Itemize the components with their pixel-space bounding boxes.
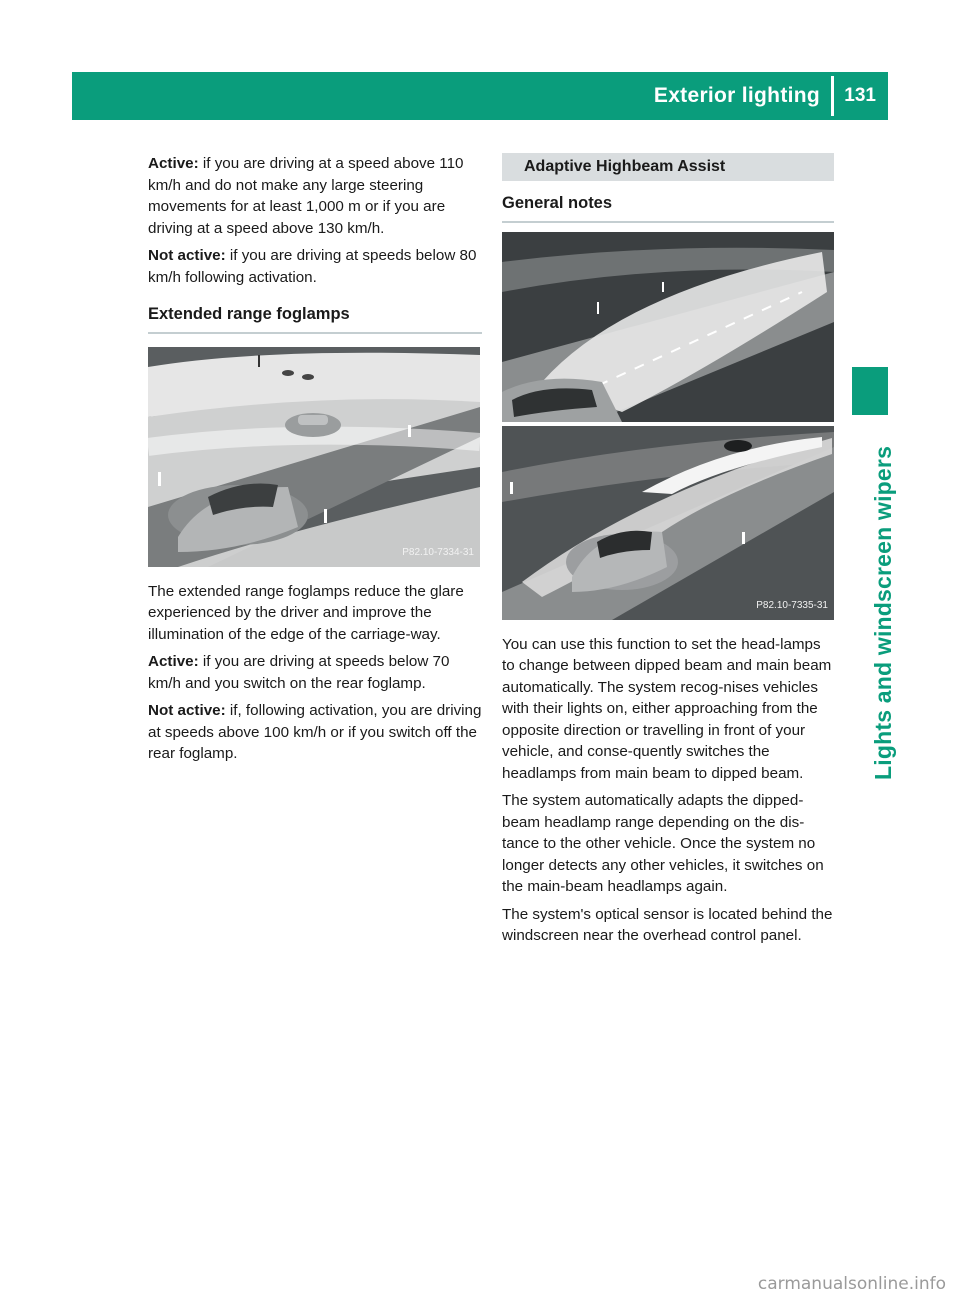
header-bar xyxy=(72,72,888,120)
intro-active xyxy=(148,153,482,239)
foglamps-not-active xyxy=(148,700,482,765)
foglamps-illustration xyxy=(148,347,480,567)
subsection-heading-general-notes: General notes xyxy=(502,193,834,223)
intro-not-active-label: Not active: xyxy=(148,247,226,264)
source-watermark: carmanualsonline.info xyxy=(757,1274,946,1294)
left-column xyxy=(148,153,482,771)
foglamps-active-label: Active: xyxy=(148,653,199,670)
header-divider xyxy=(831,76,834,116)
chapter-tab-marker xyxy=(852,367,888,415)
intro-active-text: if you are driving at a speed above 110 km/h and do not make any large steering movements for at least 1,000 m or if you are driving at a speed above 130 km/h. xyxy=(148,155,464,237)
highbeam-illustration xyxy=(502,232,834,620)
section-heading-foglamps: Extended range foglamps xyxy=(148,304,482,334)
foglamps-active-text: if you are driving at speeds below 70 km/h and you switch on the rear foglamp. xyxy=(148,653,450,692)
highbeam-figure-code: P82.10-7335-31 xyxy=(756,600,828,611)
intro-not-active-text: if you are driving at speeds below 80 km/h following activation. xyxy=(148,247,477,286)
highbeam-paragraph-1: You can use this function to set the head-lamps to change between dipped beam and main beam automatically. The system recog-nises vehicles with their lights on, either approaching from the opposite direction or travelling in front of your vehicle, and conse-quently switches the headlamps from main beam to dipped beam. xyxy=(502,635,832,782)
page-number: 131 xyxy=(844,85,876,106)
foglamps-not-active-text: if, following activation, you are driving at speeds above 100 km/h or if you switch off the rear foglamp. xyxy=(148,702,482,762)
page-title: Exterior lighting xyxy=(653,84,820,107)
highbeam-paragraph-2: The system automatically adapts the dipped-beam headlamp range depending on the dis-tance to the other vehicle. Once the system no longer detects any other vehicles, it switches on the main-beam headlamps again. xyxy=(502,792,824,895)
foglamps-scene-graphic xyxy=(148,347,480,567)
foglamps-active xyxy=(148,651,482,694)
foglamps-not-active-label: Not active: xyxy=(148,702,226,719)
section-heading-highbeam: Adaptive Highbeam Assist xyxy=(502,153,834,181)
highbeam-paragraph-3: The system's optical sensor is located behind the windscreen near the overhead control panel. xyxy=(502,905,833,944)
foglamps-figure-code: P82.10-7334-31 xyxy=(402,547,474,558)
right-column xyxy=(502,153,834,953)
foglamps-description: The extended range foglamps reduce the glare experienced by the driver and improve the illumination of the edge of the carriage-way. xyxy=(148,582,464,643)
chapter-label: Lights and windscreen wipers xyxy=(870,445,896,780)
intro-active-label: Active: xyxy=(148,155,199,172)
intro-not-active xyxy=(148,245,482,288)
highbeam-scene-graphic xyxy=(502,232,834,620)
